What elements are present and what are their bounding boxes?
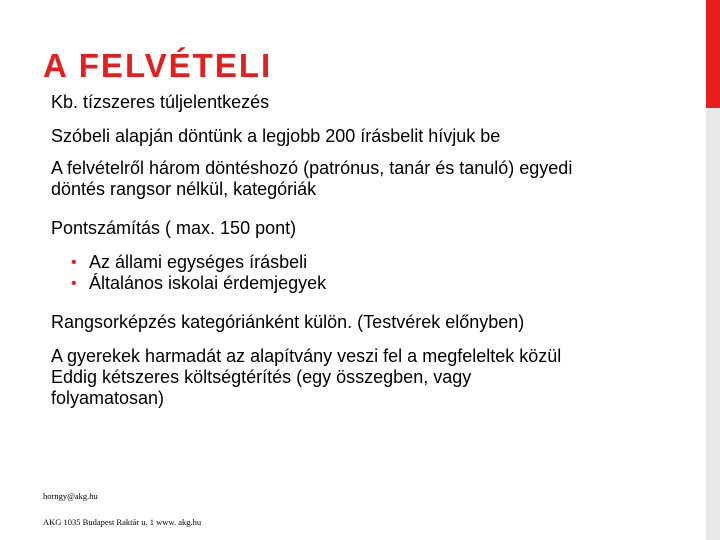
side-decoration-bar bbox=[706, 0, 720, 540]
paragraph-oral-selection: Szóbeli alapján döntünk a legjobb 200 írásbelit hívjuk be bbox=[51, 126, 501, 146]
paragraph-decision-makers-line-2: döntés rangsor nélkül, kategóriák bbox=[51, 179, 317, 199]
slide-title: A FELVÉTELI bbox=[43, 47, 273, 84]
footer-email: horngy@akg.hu bbox=[43, 491, 98, 501]
bullet-item bbox=[71, 273, 691, 294]
bullet-text: Általános iskolai érdemjegyek bbox=[89, 273, 327, 293]
paragraph-decision-makers-line-1: A felvételről három döntéshozó (patrónus, tanár és tanuló) egyedi bbox=[51, 158, 573, 178]
scoring-bullet-list bbox=[51, 252, 691, 294]
paragraph-oversubscription: Kb. tízszeres túljelentkezés bbox=[51, 92, 270, 112]
paragraph-ranking: Rangsorképzés kategóriánként külön. (Testvérek előnyben) bbox=[51, 312, 525, 332]
paragraph-decision-makers bbox=[51, 158, 691, 200]
paragraph-foundation-line-1: A gyerekek harmadát az alapítvány veszi fel a megfeleltek közül bbox=[51, 346, 562, 366]
paragraph-foundation-line-2: Eddig kétszeres költségtérítés (egy összegben, vagy bbox=[51, 367, 472, 387]
side-accent-block bbox=[706, 0, 720, 108]
bullet-item bbox=[71, 252, 691, 273]
bullet-dot-icon: • bbox=[71, 254, 77, 271]
footer-address: AKG 1035 Budapest Raktár u. 1 www. akg.hu bbox=[43, 517, 202, 527]
paragraph-scoring: Pontszámítás ( max. 150 pont) bbox=[51, 218, 297, 238]
paragraph-foundation bbox=[51, 346, 691, 409]
bullet-text: Az állami egységes írásbeli bbox=[89, 252, 308, 272]
bullet-dot-icon: • bbox=[71, 275, 77, 292]
paragraph-foundation-line-3: folyamatosan) bbox=[51, 388, 165, 408]
